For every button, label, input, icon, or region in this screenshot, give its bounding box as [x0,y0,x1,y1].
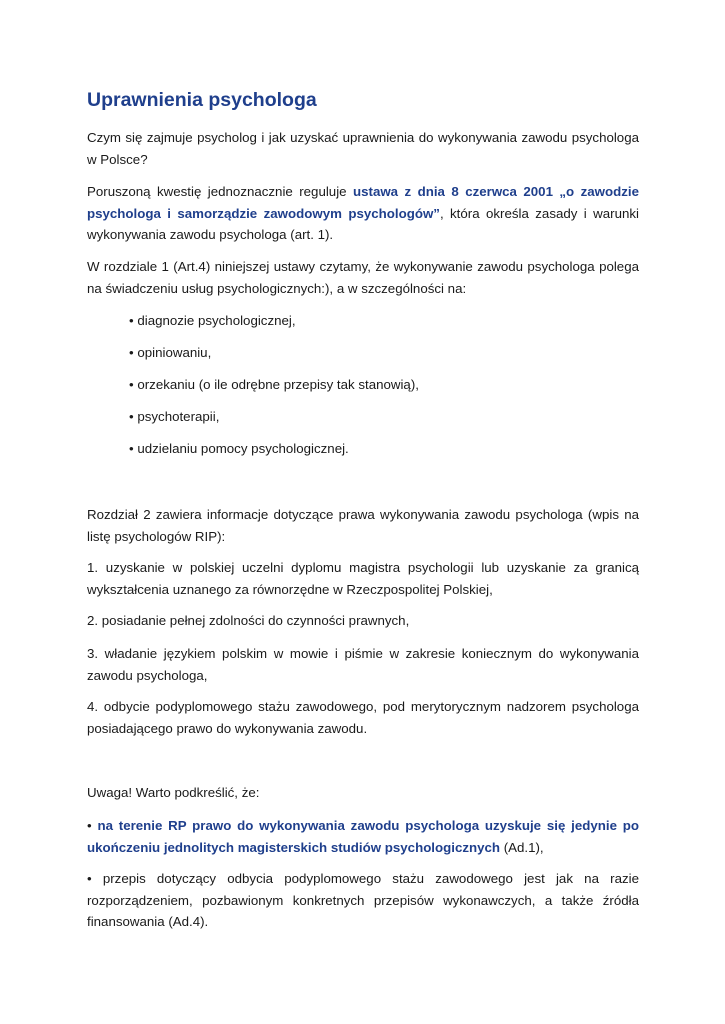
law-paragraph [87,181,639,246]
warning-heading: Uwaga! Warto podkreślić, że: [87,785,260,800]
chapter2-paragraph: Rozdział 2 zawiera informacje dotyczące prawa wykonywania zawodu psychologa (wpis na listę psychologów RIP): [87,507,639,544]
list-item: • orzekaniu (o ile odrębne przepisy tak stanowią), [129,377,419,392]
note-reference: (Ad.1), [500,839,544,855]
requirement-item: 1. uzyskanie w polskiej uczelni dyplomu magistra psychologii lub uzyskanie za granicą wykształcenia uznanego za równorzędne w Rzeczpospolitej Polskiej, [87,560,639,597]
law-paragraph-lead: Poruszoną kwestię jednoznacznie reguluje [87,184,353,199]
note-bullet: • [87,818,98,833]
list-item: • psychoterapii, [129,409,220,424]
intro-paragraph: Czym się zajmuje psycholog i jak uzyskać uprawnienia do wykonywania zawodu psychologa w Polsce? [87,130,639,167]
requirement-item: 4. odbycie podyplomowego stażu zawodowego, pod merytorycznym nadzorem psychologa posiadającego prawo do wykonywania zawodu. [87,699,639,736]
note-item: • przepis dotyczący odbycia podyplomowego stażu zawodowego jest jak na razie rozporządzeniem, pozbawionym konkretnych przepisów wykonawczych, a także źródła finansowania (Ad.4). [87,871,639,929]
law-reference: ustawa z dnia 8 czerwca 2001 „o zawodzie psychologa i samorządzie zawodowym psychologów” [87,184,639,221]
law-paragraph-tail: , która określa zasady i warunki wykonywania zawodu psychologa (art. 1). [87,205,639,242]
list-item: • diagnozie psychologicznej, [129,313,296,328]
chapter1-paragraph: W rozdziale 1 (Art.4) niniejszej ustawy czytamy, że wykonywanie zawodu psychologa polega na świadczeniu usług psychologicznych:), a w szczególności na: [87,259,639,296]
list-item: • opiniowaniu, [129,345,212,360]
requirement-item: 2. posiadanie pełnej zdolności do czynności prawnych, [87,613,410,628]
note-item [87,815,639,858]
note-emphasis: na terenie RP prawo do wykonywania zawodu psychologa uzyskuje się jedynie po ukończeniu jednolitych magisterskich studiów psychologicznych [87,818,639,855]
requirement-item: 3. władanie językiem polskim w mowie i piśmie w zakresie koniecznym do wykonywania zawodu psychologa, [87,646,639,683]
page-title: Uprawnienia psychologa [87,89,317,111]
list-item: • udzielaniu pomocy psychologicznej. [129,441,349,456]
